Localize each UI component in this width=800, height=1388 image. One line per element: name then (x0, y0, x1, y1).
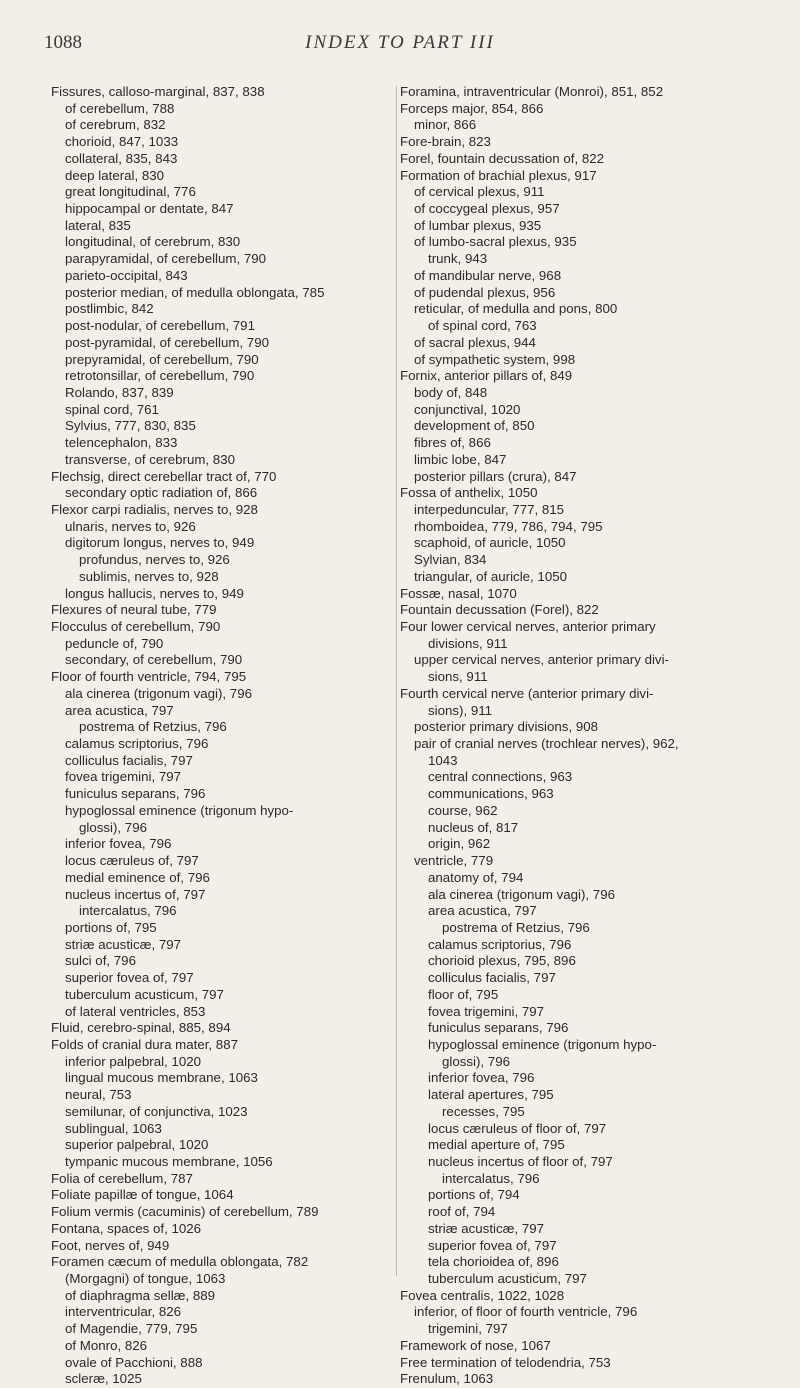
index-entry: of cerebrum, 832 (65, 117, 166, 133)
index-entry: Folds of cranial dura mater, 887 (51, 1036, 238, 1052)
index-entry: roof of, 794 (428, 1204, 496, 1220)
index-entry: Fluid, cerebro-spinal, 885, 894 (51, 1020, 231, 1036)
index-entry: area acustica, 797 (65, 702, 174, 718)
index-entry: retrotonsillar, of cerebellum, 790 (65, 368, 255, 384)
index-entry: inferior palpebral, 1020 (65, 1053, 202, 1069)
index-entry: longus hallucis, nerves to, 949 (65, 585, 244, 601)
index-entry: 1043 (428, 752, 458, 768)
index-entry: of mandibular nerve, 968 (414, 267, 562, 283)
index-entry: intercalatus, 796 (79, 903, 177, 919)
index-entry: Fissures, calloso-marginal, 837, 838 (51, 84, 265, 99)
index-entry: sublingual, 1063 (65, 1120, 162, 1136)
index-entry: anatomy of, 794 (428, 869, 524, 885)
index-entry: nucleus incertus of floor of, 797 (428, 1154, 613, 1169)
index-entry: postlimbic, 842 (65, 301, 154, 317)
index-entry: Foramen cæcum of medulla oblongata, 782 (51, 1254, 309, 1270)
index-entry: intercalatus, 796 (442, 1170, 540, 1186)
index-entry: of coccygeal plexus, 957 (414, 201, 560, 217)
index-entry: postrema of Retzius, 796 (79, 719, 227, 735)
index-entry: ala cinerea (trigonum vagi), 796 (428, 886, 615, 902)
index-entry: of lumbar plexus, 935 (414, 217, 542, 233)
index-entry: of sacral plexus, 944 (414, 334, 536, 350)
index-entry: peduncle of, 790 (65, 635, 164, 651)
index-entry: ala cinerea (trigonum vagi), 796 (65, 685, 252, 701)
index-entry: ovale of Pacchioni, 888 (65, 1354, 203, 1370)
index-entry: profundus, nerves to, 926 (79, 552, 230, 568)
index-entry: lingual mucous membrane, 1063 (65, 1070, 258, 1086)
index-entry: trigemini, 797 (428, 1321, 508, 1337)
index-entry: Four lower cervical nerves, anterior primary (400, 619, 656, 634)
index-entry: pair of cranial nerves (trochlear nerves), 962, (414, 736, 679, 752)
index-entry: fovea trigemini, 797 (65, 769, 182, 785)
index-entry: Free termination of telodendria, 753 (400, 1354, 611, 1370)
index-entry: Frenulum, 1063 (400, 1371, 494, 1387)
index-entry: divisions, 911 (428, 635, 508, 651)
index-entry: body of, 848 (414, 384, 488, 400)
index-entry: Floor of fourth ventricle, 794, 795 (51, 669, 247, 685)
index-entry: reticular, of medulla and pons, 800 (414, 301, 618, 317)
index-entry: posterior median, of medulla oblongata, 785 (65, 284, 325, 300)
index-entry: prepyramidal, of cerebellum, 790 (65, 351, 259, 367)
index-entry: course, 962 (428, 802, 498, 818)
index-entry: (Morgagni) of tongue, 1063 (65, 1271, 226, 1287)
index-entry: hypoglossal eminence (trigonum hypo- (65, 802, 294, 818)
index-entry: tuberculum acusticum, 797 (65, 986, 224, 1002)
index-entry: funiculus separans, 796 (428, 1020, 569, 1036)
index-entry: Fontana, spaces of, 1026 (51, 1220, 202, 1236)
index-entry: superior fovea of, 797 (428, 1237, 557, 1253)
index-entry: sulci of, 796 (65, 953, 136, 969)
index-entry: Fossa of anthelix, 1050 (400, 485, 538, 501)
index-entry: locus cæruleus of, 797 (65, 853, 199, 869)
index-entry: colliculus facialis, 797 (65, 752, 193, 768)
index-entry: Sylvian, 834 (414, 552, 487, 568)
index-entry: Folia of cerebellum, 787 (51, 1170, 193, 1186)
index-entry: of Monro, 826 (65, 1337, 148, 1353)
index-entry: tuberculum acusticum, 797 (428, 1271, 587, 1287)
index-entry: Fore-brain, 823 (400, 134, 491, 150)
index-entry: area acustica, 797 (428, 903, 537, 919)
index-entry: Fornix, anterior pillars of, 849 (400, 368, 573, 384)
index-entry: Framework of nose, 1067 (400, 1337, 551, 1353)
index-entry: fovea trigemini, 797 (428, 1003, 545, 1019)
index-entry: of cerebellum, 788 (65, 100, 175, 116)
index-entry: of spinal cord, 763 (428, 318, 537, 334)
index-entry: of pudendal plexus, 956 (414, 284, 556, 300)
index-entry: Forceps major, 854, 866 (400, 100, 544, 116)
index-entry: sublimis, nerves to, 928 (79, 568, 219, 584)
index-entry: ventricle, 779 (414, 853, 494, 869)
index-entry: funiculus separans, 796 (65, 786, 206, 802)
index-entry: striæ acusticæ, 797 (65, 936, 182, 952)
index-entry: fibres of, 866 (414, 435, 491, 451)
index-entry: Flechsig, direct cerebellar tract of, 770 (51, 468, 277, 484)
index-entry: post-nodular, of cerebellum, 791 (65, 318, 255, 334)
index-entry: of cervical plexus, 911 (414, 184, 545, 200)
index-entry: interventricular, 826 (65, 1304, 182, 1320)
index-entry: glossi), 796 (79, 819, 147, 835)
index-entry: Flexures of neural tube, 779 (51, 602, 217, 618)
index-entry: sions), 911 (428, 702, 493, 718)
index-entry: nucleus incertus of, 797 (65, 886, 206, 902)
index-entry: hypoglossal eminence (trigonum hypo- (428, 1036, 657, 1052)
page-number: 1088 (44, 32, 82, 53)
index-entry: lateral apertures, 795 (428, 1087, 554, 1103)
index-entry: development of, 850 (414, 418, 535, 434)
index-entry: floor of, 795 (428, 986, 499, 1002)
index-entry: hippocampal or dentate, 847 (65, 201, 234, 217)
index-entry: rhomboidea, 779, 786, 794, 795 (414, 518, 603, 534)
index-entry: inferior fovea, 796 (65, 836, 172, 852)
index-entry: inferior fovea, 796 (428, 1070, 535, 1086)
index-entry: portions of, 795 (65, 919, 157, 935)
index-entry: Flexor carpi radialis, nerves to, 928 (51, 501, 258, 517)
index-entry: superior palpebral, 1020 (65, 1137, 209, 1153)
index-entry: glossi), 796 (442, 1053, 510, 1069)
index-entry: of sympathetic system, 998 (414, 351, 576, 367)
index-entry: medial aperture of, 795 (428, 1137, 565, 1153)
index-entry: Fovea centralis, 1022, 1028 (400, 1287, 565, 1303)
index-entry: tympanic mucous membrane, 1056 (65, 1154, 273, 1169)
index-entry: telencephalon, 833 (65, 435, 178, 451)
index-entry: postrema of Retzius, 796 (442, 919, 590, 935)
index-entry: transverse, of cerebrum, 830 (65, 451, 235, 467)
index-entry: inferior, of floor of fourth ventricle, 796 (414, 1304, 638, 1320)
index-entry: central connections, 963 (428, 769, 573, 785)
index-entry: lateral, 835 (65, 217, 131, 233)
running-title: INDEX TO PART III (305, 32, 495, 53)
index-entry: interpeduncular, 777, 815 (414, 501, 565, 517)
index-entry: limbic lobe, 847 (414, 451, 507, 467)
index-entry: neural, 753 (65, 1087, 132, 1103)
index-entry: secondary, of cerebellum, 790 (65, 652, 243, 668)
index-entry: Rolando, 837, 839 (65, 384, 174, 400)
index-entry: spinal cord, 761 (65, 401, 159, 417)
index-entry: calamus scriptorius, 796 (428, 936, 572, 952)
index-entry: Forel, fountain decussation of, 822 (400, 150, 605, 166)
index-entry: conjunctival, 1020 (414, 401, 521, 417)
index-entry: superior fovea of, 797 (65, 970, 194, 986)
column-divider (396, 86, 397, 1276)
index-entry: sions, 911 (428, 669, 488, 685)
index-entry: Foramina, intraventricular (Monroi), 851, 852 (400, 84, 664, 99)
index-entry: recesses, 795 (442, 1103, 525, 1119)
index-entry: digitorum longus, nerves to, 949 (65, 535, 255, 551)
index-entry: trunk, 943 (428, 251, 488, 267)
index-entry: posterior primary divisions, 908 (414, 719, 599, 735)
index-entry: nucleus of, 817 (428, 819, 519, 835)
index-entry: Fossæ, nasal, 1070 (400, 585, 517, 601)
index-entry: Formation of brachial plexus, 917 (400, 167, 597, 183)
index-entry: colliculus facialis, 797 (428, 970, 556, 986)
index-entry: secondary optic radiation of, 866 (65, 485, 258, 501)
index-entry: portions of, 794 (428, 1187, 520, 1203)
index-entry: ulnaris, nerves to, 926 (65, 518, 196, 534)
index-column-right (400, 84, 772, 1388)
index-entry: of Magendie, 779, 795 (65, 1321, 198, 1337)
index-entry: locus cæruleus of floor of, 797 (428, 1120, 607, 1136)
index-entry: calamus scriptorius, 796 (65, 736, 209, 752)
index-entry: collateral, 835, 843 (65, 150, 178, 166)
index-entry: upper cervical nerves, anterior primary divi- (414, 652, 669, 668)
index-entry: Fountain decussation (Forel), 822 (400, 602, 599, 618)
index-entry: chorioid, 847, 1033 (65, 134, 179, 150)
index-entry: deep lateral, 830 (65, 167, 165, 183)
index-entry: of lateral ventricles, 853 (65, 1003, 206, 1019)
index-entry: communications, 963 (428, 786, 554, 802)
index-entry: triangular, of auricle, 1050 (414, 568, 568, 584)
index-entry: of lumbo-sacral plexus, 935 (414, 234, 577, 250)
index-entry: Flocculus of cerebellum, 790 (51, 619, 221, 634)
index-entry: parapyramidal, of cerebellum, 790 (65, 251, 267, 267)
index-entry: post-pyramidal, of cerebellum, 790 (65, 334, 269, 350)
index-entry: parieto-occipital, 843 (65, 267, 188, 283)
index-entry: Fourth cervical nerve (anterior primary divi- (400, 685, 654, 701)
index-entry: tela chorioidea of, 896 (428, 1254, 559, 1270)
index-entry: medial eminence of, 796 (65, 869, 210, 885)
index-entry: scaphoid, of auricle, 1050 (414, 535, 566, 551)
index-entry: minor, 866 (414, 117, 477, 133)
index-entry: striæ acusticæ, 797 (428, 1220, 545, 1236)
index-entry: scleræ, 1025 (65, 1371, 142, 1387)
index-entry: Folium vermis (cacuminis) of cerebellum, 789 (51, 1204, 319, 1220)
index-entry: Foliate papillæ of tongue, 1064 (51, 1187, 234, 1203)
index-entry: posterior pillars (crura), 847 (414, 468, 577, 484)
index-column-left (51, 84, 391, 1388)
index-entry: semilunar, of conjunctiva, 1023 (65, 1103, 248, 1119)
index-entry: Sylvius, 777, 830, 835 (65, 418, 196, 434)
index-entry: chorioid plexus, 795, 896 (428, 953, 576, 969)
index-entry: Foot, nerves of, 949 (51, 1237, 170, 1253)
index-entry: of diaphragma sellæ, 889 (65, 1287, 216, 1303)
index-entry: longitudinal, of cerebrum, 830 (65, 234, 241, 250)
index-entry: great longitudinal, 776 (65, 184, 196, 200)
index-entry: origin, 962 (428, 836, 491, 852)
